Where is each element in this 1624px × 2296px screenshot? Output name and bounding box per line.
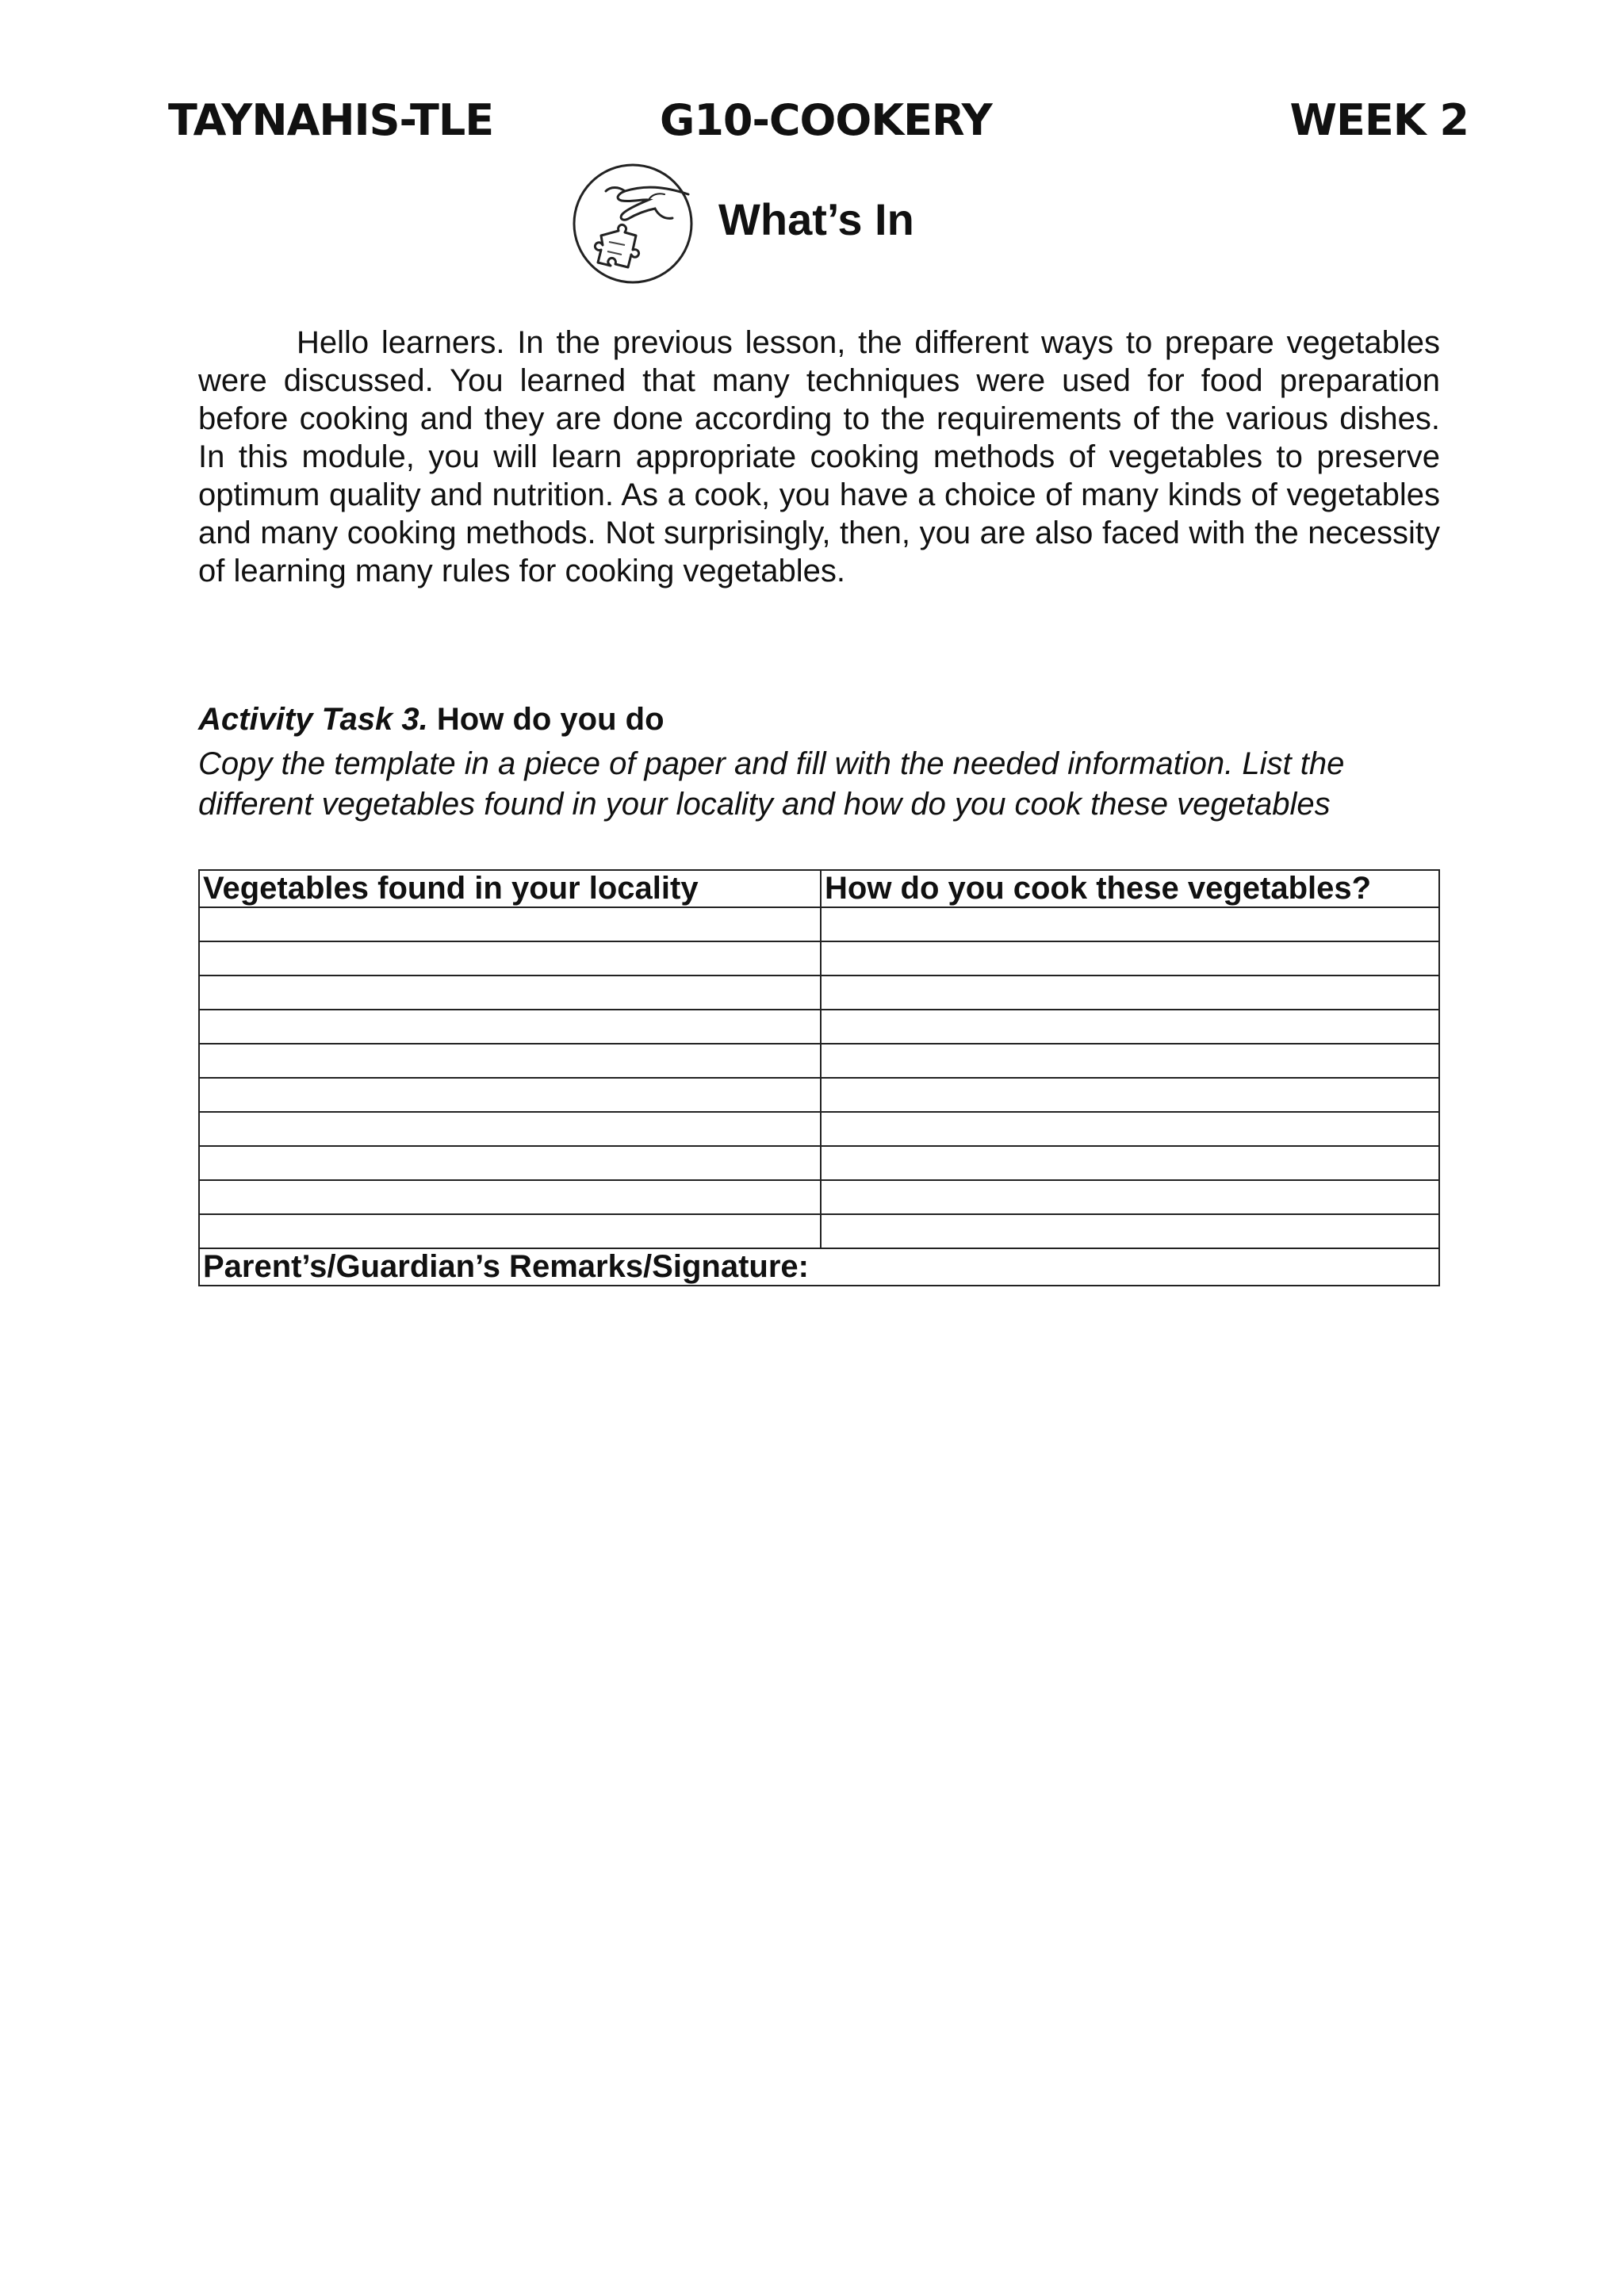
- activity-name: How do you do: [436, 702, 665, 737]
- table-row: [199, 941, 1439, 976]
- table-row: [199, 1078, 1439, 1112]
- table-cell: [821, 907, 1439, 941]
- parent-remarks-field: Parent’s/Guardian’s Remarks/Signature:: [199, 1248, 1439, 1286]
- table-row: [199, 907, 1439, 941]
- table-row: [199, 1112, 1439, 1146]
- activity-label: Activity Task 3.: [198, 702, 428, 737]
- section-title: What’s In: [718, 194, 914, 244]
- activity-title: [198, 702, 665, 738]
- column-header-vegetables: Vegetables found in your locality: [199, 870, 821, 907]
- table-cell: [821, 1112, 1439, 1146]
- activity-instructions: Copy the template in a piece of paper and fill with the needed information. List the different vegetables found in your locality and how do you cook these vegetables: [198, 746, 1345, 822]
- table-cell: [199, 1010, 821, 1044]
- table-cell: [821, 1214, 1439, 1248]
- table-row: [199, 1010, 1439, 1044]
- column-header-cooking: How do you cook these vegetables?: [821, 870, 1439, 907]
- table-cell: [199, 1112, 821, 1146]
- table-cell: [821, 1078, 1439, 1112]
- table-cell: [821, 976, 1439, 1010]
- table-cell: [199, 1180, 821, 1214]
- table-cell: [821, 1180, 1439, 1214]
- table-cell: [199, 1044, 821, 1078]
- table-cell: [199, 1078, 821, 1112]
- table-row: [199, 976, 1439, 1010]
- activity-table: [198, 869, 1440, 1286]
- intro-paragraph: Hello learners. In the previous lesson, the different ways to prepare vegetables were discussed. You learned that many techniques were used for food preparation before cooking and they are done according to the requirements of the various dishes. In this module, you will learn appropriate cooking methods of vegetables to preserve optimum quality and nutrition. As a cook, you have a choice of many kinds of vegetables and many cooking methods. Not surprisingly, then, you are also faced with the necessity of learning many rules for cooking vegetables.: [198, 325, 1440, 588]
- table-cell: [821, 1010, 1439, 1044]
- table-cell: [199, 1214, 821, 1248]
- table-cell: [199, 907, 821, 941]
- header-school: TAYNAHIS-TLE: [168, 95, 494, 145]
- header-week: WEEK 2: [1289, 95, 1469, 145]
- hand-puzzle-icon: [569, 163, 696, 286]
- table-cell: [821, 941, 1439, 976]
- table-cell: [821, 1146, 1439, 1180]
- table-cell: [199, 1146, 821, 1180]
- table-cell: [199, 941, 821, 976]
- table-row: [199, 1180, 1439, 1214]
- header-subject: G10-COOKERY: [660, 95, 992, 145]
- table-row: [199, 1214, 1439, 1248]
- remarks-row: [199, 1248, 1439, 1286]
- table-cell: [821, 1044, 1439, 1078]
- table-row: [199, 1146, 1439, 1180]
- table-row: [199, 1044, 1439, 1078]
- page-header: [168, 95, 1469, 159]
- table-header-row: [199, 870, 1439, 907]
- table-cell: [199, 976, 821, 1010]
